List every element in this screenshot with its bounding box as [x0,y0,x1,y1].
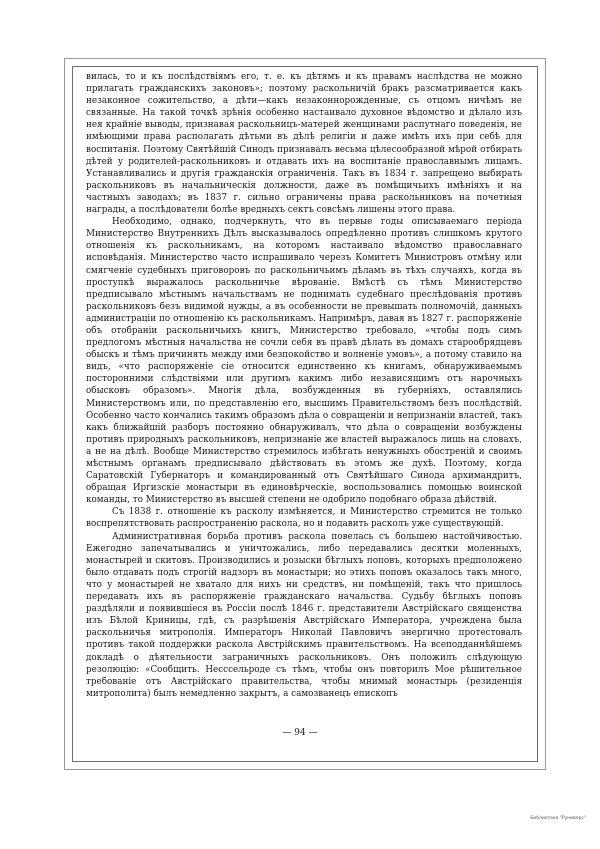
paragraph-2: Необходимо, однако, подчеркнуть, что въ первые годы описываемаго періода Министерство Внутреннихъ Дѣлъ высказывалось опредѣленно противъ слишкомъ крутого отношенія къ раскольникамъ, на которомъ настаивало вѣдомство православнаго исповѣданія. Министерство часто испрашивало черезъ Комитетъ Министровъ отмѣну или смягченіе судебныхъ приговоровъ по раскольничьимъ дѣламъ въ тѣхъ случаяхъ, когда въ проступкѣ выражалось раскольничье вѣрованіе. Вмѣстѣ съ тѣмъ Министерство предписывало мѣстнымъ начальствамъ не поднимать судебнаго преслѣдованія противъ раскольниковъ безъ видимой нужды, а въ особенности не превышать полномочій, данныхъ администраціи по отношенію къ раскольникамъ. Напримѣръ, давая въ 1827 г. распоряженіе объ отобраніи раскольничьихъ книгъ, Министерство требовало, «чтобы подъ симъ предлогомъ мѣстныя начальства не сочли себя въ правѣ дѣлать въ домахъ старообрядцевъ обыскъ и тѣмъ причинять между ими безпокойство и волненіе умовъ», а потому ставило на видъ, «что распоряженіе сіе относится единственно къ книгамъ, обнаруживаемымъ посторонними слѣдствіями или другимъ какимъ либо независящимъ отъ нарочныхъ обысковъ образомъ». Многія дѣла, возбужденныя въ губерніяхъ, оставлялись Министерствомъ или, по представленію его, высшимъ Правительствомъ безъ послѣдствій. Особенно часто кончались такимъ образомъ дѣла о совращеніи и непризнаніи властей, такъ какъ ближайшій разборъ постоянно обнаруживалъ, что дѣла о совращеніи возбуждены противъ природныхъ раскольниковъ, непризнаніе же властей выражалось лишь на словахъ, а не на дѣлѣ. Вообще Министерство стремилось избѣгать ненужныхъ обостреній и своимъ мѣстнымъ органамъ предписывало дѣйствовать въ этомъ же духѣ. Поэтому, когда Саратовскій Губернаторъ и командированный отъ Святѣйшаго Синода архимандритъ, обращая Иргизскіе монастыри въ единовѣрческіе, воспользовались помощью воинской команды, то Министерство въ высшей степени не одобрило подобнаго образа дѣйствій. [86,217,522,506]
paragraph-4: Административная борьба противъ раскола повелась съ большею настойчивостью. Ежегодно запечатывались и уничтожались, либо передавались десятки моленныхъ, монастырей и скитовъ. Производились и розыски бѣглыхъ поповъ, которыхъ предположено было отдавать подъ строгій надзоръ въ монастыри; но этихъ поповъ оказалось такъ много, что у монастырей не хватало для нихъ ни средствъ, ни помѣщеній, такъ что пришлось передавать ихъ въ распоряженіе гражданскаго начальства. Судьбу бѣглыхъ поповъ раздѣляли и появившіеся въ Россіи послѣ 1846 г. представители Австрійскаго священства изъ Бѣлой Криницы, гдѣ, съ разрѣшенія Австрійскаго Императора, учреждена была раскольничья митрополія. Императоръ Николай Павловичъ энергично протестовалъ противъ такой поддержки раскола Австрійскимъ правительствомъ. На всеподданнѣйшемъ докладѣ о дѣятельности заграничныхъ раскольниковъ. Онъ положилъ слѣдующую резолюцію: «Сообщить. Несссельроде съ тѣмъ, чтобы онъ повторилъ Мое рѣшительное требованіе отъ Австрійскаго правительства, чтобы мнимый монастырь (резиденція митрополита) былъ немедленно закрытъ, а самозванецъ епископъ [86,531,522,699]
paragraph-1: вилась, то и къ послѣдствіямъ его, т. е. къ дѣтямъ и къ правамъ наслѣдства не можно прилагать гражданскихъ законовъ»; поэтому раскольничій бракъ разсматривается какъ незаконное сожительство, а дѣти—какъ незаконнорожденные, съ отцомъ ничѣмъ не связанные. На такой точкѣ зрѣнія особенно настаивало духовное вѣдомство и дѣлало изъ нея крайніе выводы, признавая раскольницъ-матерей женщинами распутнаго поведенія, не имѣющими права располагать дѣтьми въ дѣлѣ религіи и даже имѣть ихъ при себѣ для воспитанія. Поэтому Святѣйшій Синодъ признавалъ весьма цѣлесообразной мѣрой отбирать дѣтей у родителей-раскольниковъ и отдавать ихъ на воспитаніе православнымъ лицамъ. Устанавливались и другія гражданскія ограниченія. Такъ въ 1834 г. запрещено выбирать раскольниковъ въ начальническія должности, даже въ помѣщичьихъ имѣніяхъ и на частныхъ заводахъ; въ 1837 г. сильно ограничены права раскольниковъ на почетныя награды, а послѣдователи болѣе вредныхъ сектъ совсѣмъ лишены этого права. [86,72,522,216]
page-number: — 94 — [282,728,318,738]
library-watermark: Библиотека "Руниверс" [530,816,586,821]
body-text [86,71,522,700]
paragraph-3: Съ 1838 г. отношеніе къ расколу измѣняется, и Министерство стремится не только воспрепятствовать распространенію раскола, но и подавить расколъ уже существующій. [86,507,522,530]
